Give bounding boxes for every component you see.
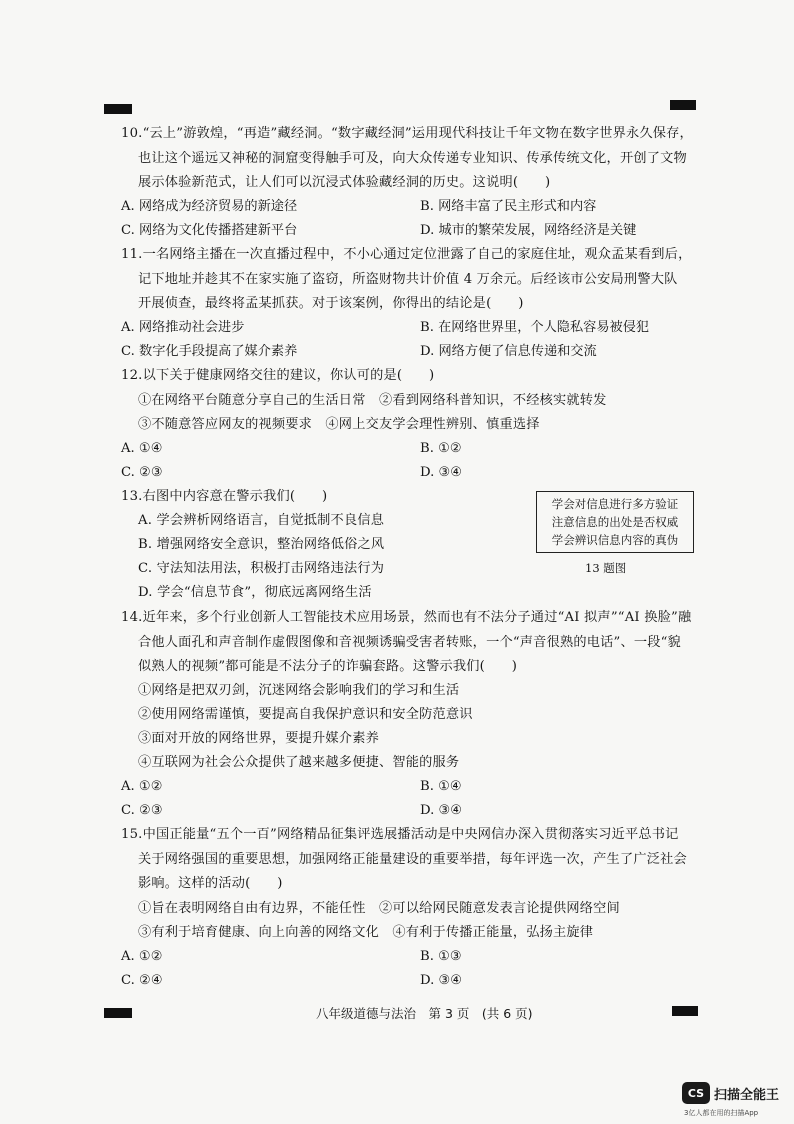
q12-stem-line-3: ③不随意答应网友的视频要求 ④网上交友学会理性辨别、慎重选择 <box>138 417 540 432</box>
q15-option-d: D. ③④ <box>420 973 463 988</box>
q13-figure-line-3: 学会辨识信息内容的真伪 <box>551 533 679 547</box>
q12-option-b: B. ①② <box>420 441 462 456</box>
q13-figure-caption: 13 题图 <box>585 561 627 575</box>
q14-option-c: C. ②③ <box>121 803 163 818</box>
q13-option-b: B. 增强网络安全意识，整治网络低俗之风 <box>138 537 385 552</box>
q15-stem-line-2: 关于网络强国的重要思想，加强网络正能量建设的重要举措，每年评选一次，产生了广泛社会 <box>138 852 687 867</box>
q15-option-c: C. ②④ <box>121 973 163 988</box>
q10-stem-line-2: 也让这个遥远又神秘的洞窟变得触手可及，向大众传递专业知识、传承传统文化，开创了文物 <box>138 151 687 166</box>
q13-figure-box <box>536 491 694 553</box>
q15-option-b: B. ①③ <box>420 949 462 964</box>
q13-figure-line-2: 注意信息的出处是否权威 <box>551 515 679 529</box>
q14-stem-line-2: 合他人面孔和声音制作虚假图像和音视频诱骗受害者转账，一个“声音很熟的电话”、一段“貌 <box>138 635 681 650</box>
q14-option-d: D. ③④ <box>420 803 463 818</box>
q11-option-a: A. 网络推动社会进步 <box>121 320 245 335</box>
q10-option-b: B. 网络丰富了民主形式和内容 <box>420 199 597 214</box>
q14-statement-3: ③面对开放的网络世界，要提升媒介素养 <box>138 731 379 746</box>
q15-option-a: A. ①② <box>121 949 163 964</box>
q10-stem-line-1: 10.“云上”游敦煌，“再造”藏经洞。“数字藏经洞”运用现代科技让千年文物在数字世界永久保存， <box>121 126 693 141</box>
q14-statement-4: ④互联网为社会公众提供了越来越多便捷、智能的服务 <box>138 755 460 770</box>
registration-mark-bottom-right <box>672 1006 698 1016</box>
q11-option-c: C. 数字化手段提高了媒介素养 <box>121 344 298 359</box>
registration-mark-bottom-left <box>104 1008 132 1018</box>
q11-stem-line-2: 记下地址并趁其不在家实施了盗窃，所盗财物共计价值 4 万余元。后经该市公安局刑警大队 <box>138 272 678 287</box>
q15-statement-1: ①旨在表明网络自由有边界，不能任性 ②可以给网民随意发表言论提供网络空间 <box>138 901 620 916</box>
q13-option-a: A. 学会辨析网络语言，自觉抵制不良信息 <box>138 513 385 528</box>
scanner-name: 扫描全能王 <box>714 1087 780 1103</box>
q13-option-c: C. 守法知法用法，积极打击网络违法行为 <box>138 561 385 576</box>
q12-stem-line-2: ①在网络平台随意分享自己的生活日常 ②看到网络科普知识，不经核实就转发 <box>138 393 607 408</box>
q14-option-b: B. ①④ <box>420 779 462 794</box>
q13-stem-line-1: 13.右图中内容意在警示我们( ) <box>121 489 328 504</box>
q12-option-c: C. ②③ <box>121 465 163 480</box>
q13-option-d: D. 学会“信息节食”，彻底远离网络生活 <box>138 585 372 600</box>
registration-mark-top-left <box>104 104 132 114</box>
q11-option-d: D. 网络方便了信息传递和交流 <box>420 344 597 359</box>
q12-option-d: D. ③④ <box>420 465 463 480</box>
q10-option-d: D. 城市的繁荣发展，网络经济是关键 <box>420 223 637 238</box>
q14-statement-1: ①网络是把双刃剑，沉迷网络会影响我们的学习和生活 <box>138 683 460 698</box>
q11-stem-line-3: 开展侦查，最终将孟某抓获。对于该案例，你得出的结论是( ) <box>138 296 524 311</box>
scanner-tagline: 3亿人都在用的扫描App <box>684 1109 759 1117</box>
q10-option-a: A. 网络成为经济贸易的新途径 <box>121 199 298 214</box>
q12-stem-line-1: 12.以下关于健康网络交往的建议，你认可的是( ) <box>121 368 435 383</box>
q15-stem-line-3: 影响。这样的活动( ) <box>138 876 283 891</box>
q14-stem-line-3: 似熟人的视频”都可能是不法分子的诈骗套路。这警示我们( ) <box>138 659 518 674</box>
q10-stem-line-3: 展示体验新范式，让人们可以沉浸式体验藏经洞的历史。这说明( ) <box>138 175 551 190</box>
registration-mark-top-right <box>670 100 696 110</box>
q15-statement-2: ③有利于培育健康、向上向善的网络文化 ④有利于传播正能量，弘扬主旋律 <box>138 925 594 940</box>
page-footer: 八年级道德与法治 第 3 页 (共 6 页) <box>316 1006 533 1021</box>
q14-option-a: A. ①② <box>121 779 163 794</box>
q10-option-c: C. 网络为文化传播搭建新平台 <box>121 223 298 238</box>
q14-statement-2: ②使用网络需谨慎，要提高自我保护意识和安全防范意识 <box>138 707 473 722</box>
q14-stem-line-1: 14.近年来，多个行业创新人工智能技术应用场景，然而也有不法分子通过“AI 拟声”“AI 换脸”融 <box>121 610 692 625</box>
q13-figure-line-1: 学会对信息进行多方验证 <box>551 497 679 511</box>
q11-option-b: B. 在网络世界里，个人隐私容易被侵犯 <box>420 320 650 335</box>
q12-option-a: A. ①④ <box>121 441 163 456</box>
scanner-watermark <box>682 1082 779 1104</box>
q15-stem-line-1: 15.中国正能量“五个一百”网络精品征集评选展播活动是中央网信办深入贯彻落实习近平总书记 <box>121 827 679 842</box>
q11-stem-line-1: 11.一名网络主播在一次直播过程中，不小心通过定位泄露了自己的家庭住址，观众孟某看到后， <box>121 247 692 262</box>
camscanner-logo-icon: CS <box>682 1082 710 1104</box>
